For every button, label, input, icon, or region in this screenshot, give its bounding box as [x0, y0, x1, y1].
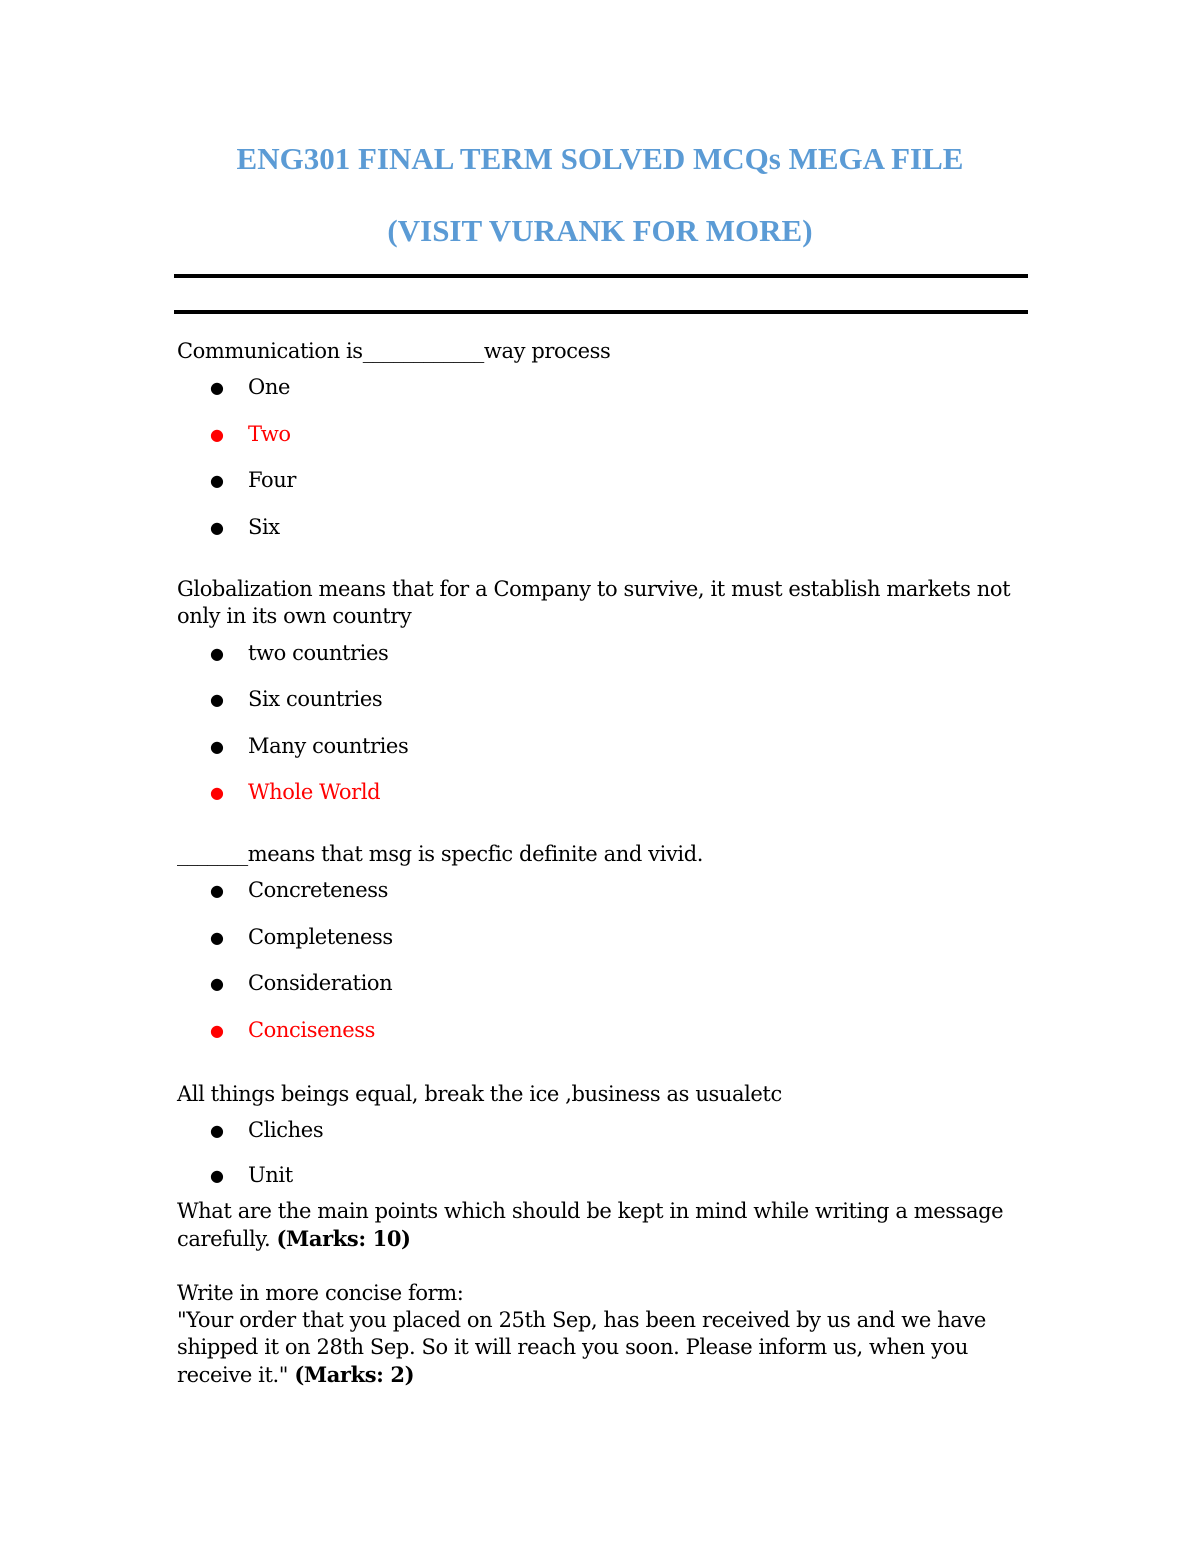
list-item — [177, 733, 1027, 780]
question-text — [177, 841, 1027, 877]
option-text: Many countries — [248, 733, 409, 758]
list-item — [177, 514, 1027, 576]
subjective-text: What are the main points which should be kept in mind while writing a message carefully. — [177, 1198, 1004, 1251]
document-title: ENG301 FINAL TERM SOLVED MCQs MEGA FILE — [236, 141, 964, 176]
list-item — [177, 924, 1027, 971]
subjective-text: "Your order that you placed on 25th Sep, has been received by us and we have shipped it on 28th Sep. So it will reach you soon. Please inform us, when you receive it." — [177, 1307, 986, 1387]
bullet-icon: ● — [210, 471, 224, 490]
option-text: Conciseness — [248, 1017, 376, 1042]
question-text-part: means that msg is specfic definite and vivid. — [247, 842, 704, 866]
bullet-icon: ● — [210, 1020, 224, 1040]
bullet-icon: ● — [210, 690, 224, 709]
list-item — [177, 374, 1027, 421]
marks-label: (Marks: 2) — [294, 1361, 415, 1387]
question-text — [177, 338, 1027, 374]
bullet-icon: ● — [210, 643, 224, 663]
list-item-correct — [177, 1017, 1027, 1081]
option-text: Six — [248, 514, 280, 539]
bullet-icon: ● — [210, 927, 224, 947]
question-block — [177, 338, 1027, 576]
list-item-correct — [177, 421, 1027, 468]
question-text: All things beings equal, break the ice ,business as usualetc — [177, 1081, 782, 1106]
question-blank: _______ — [177, 842, 248, 866]
list-item — [177, 686, 1027, 733]
option-list — [177, 640, 1027, 842]
bullet-icon: ● — [210, 736, 224, 756]
document-body — [177, 338, 1027, 1389]
option-text: Whole World — [248, 780, 381, 804]
list-item — [177, 1162, 1027, 1198]
marks-label: (Marks: 10) — [276, 1225, 411, 1251]
question-block — [177, 576, 1027, 842]
option-text: Concreteness — [248, 878, 389, 902]
option-text: Consideration — [248, 971, 393, 995]
option-text: Six countries — [248, 687, 383, 711]
bullet-icon: ● — [210, 783, 224, 802]
bullet-icon: ● — [210, 974, 224, 993]
bullet-icon: ● — [210, 881, 224, 900]
option-list — [177, 1117, 1027, 1198]
question-block — [177, 1081, 1027, 1198]
option-text: Four — [248, 468, 297, 492]
subjective-question — [177, 1280, 1027, 1389]
option-text: two countries — [248, 640, 389, 665]
document-subtitle: (VISIT VURANK FOR MORE) — [387, 213, 813, 248]
bullet-icon: ● — [210, 517, 224, 537]
horizontal-rule — [174, 310, 1028, 314]
question-text: Globalization means that for a Company to survive, it must establish markets not only in its own country — [177, 576, 1011, 628]
horizontal-rule — [174, 274, 1028, 278]
option-text: Cliches — [248, 1117, 324, 1142]
question-text-part: way process — [483, 339, 611, 363]
bullet-icon: ● — [210, 1165, 224, 1185]
question-text-part: Communication is — [177, 339, 363, 363]
question-block — [177, 841, 1027, 1081]
question-blank: ____________ — [362, 339, 484, 363]
subjective-intro: Write in more concise form: — [177, 1280, 464, 1305]
list-item — [177, 1117, 1027, 1162]
list-item-correct — [177, 779, 1027, 841]
bullet-icon: ● — [210, 1120, 224, 1140]
list-item — [177, 877, 1027, 924]
option-list — [177, 374, 1027, 576]
bullet-icon: ● — [210, 424, 224, 444]
list-item — [177, 467, 1027, 514]
option-text: One — [248, 375, 290, 399]
subjective-question — [177, 1198, 1027, 1253]
option-text: Completeness — [248, 924, 393, 949]
option-text: Unit — [248, 1162, 293, 1187]
list-item — [177, 970, 1027, 1017]
option-text: Two — [248, 421, 291, 446]
option-list — [177, 877, 1027, 1081]
bullet-icon: ● — [210, 378, 224, 397]
list-item — [177, 640, 1027, 687]
